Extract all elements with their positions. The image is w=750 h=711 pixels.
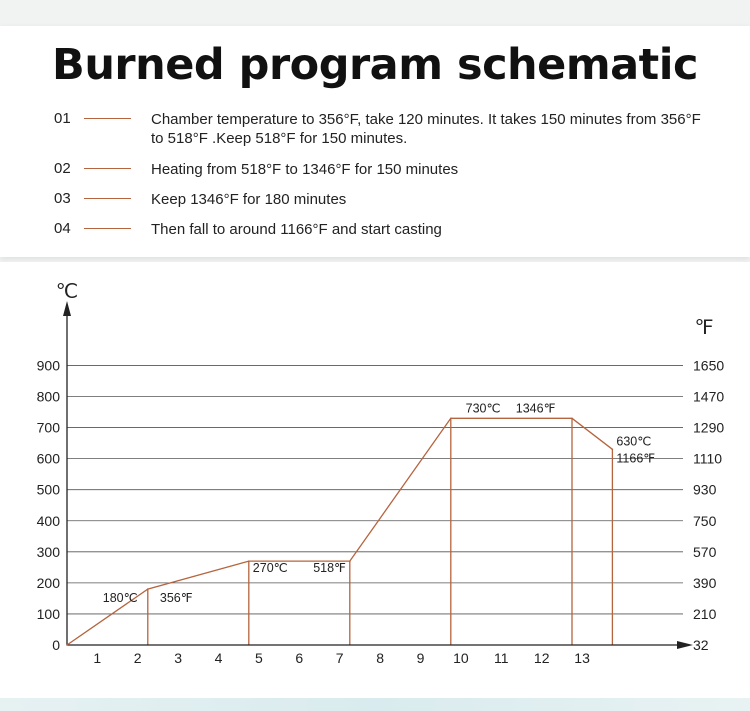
y-axis-arrow [63,301,71,316]
data-label: 730℃ [465,401,501,416]
data-point [612,449,614,451]
data-label: 1346℉ [515,401,556,416]
data-label: 630℃ [616,434,652,449]
legend-number: 03 [54,190,71,207]
y-tick-label-right: 1650 [693,357,725,374]
y-tick-label-left: 400 [36,512,60,529]
x-tick-label: 10 [453,650,469,666]
x-tick-label: 13 [574,650,590,666]
y-tick-label-left: 800 [36,388,60,405]
data-point [571,417,573,419]
data-label: 1166℉ [616,451,656,466]
x-tick-label: 8 [376,650,384,666]
y-tick-label-left: 0 [52,637,60,653]
x-tick-label: 9 [416,650,425,666]
x-tick-label: 11 [494,650,509,666]
data-point [248,560,250,562]
y-tick-label-right: 1290 [693,419,725,436]
legend-text: Keep 1346°F for 180 minutes [151,191,347,208]
x-tick-label: 4 [214,650,223,666]
legend-text: Heating from 518°F to 1346°F for 150 minutes [151,161,459,178]
x-tick-label: 7 [335,650,344,666]
x-tick-label: 6 [295,650,304,666]
legend-number: 02 [54,160,71,177]
y-tick-label-right: 1110 [693,450,723,467]
data-label: 518℉ [313,561,346,576]
y-axis-unit-right: ℉ [694,317,714,339]
y-tick-label-left: 700 [36,419,60,436]
y-tick-label-left: 200 [36,574,60,591]
y-axis-unit-left: ℃ [55,281,79,303]
page-title: Burned program schematic [52,40,698,90]
data-label: 270℃ [252,561,288,576]
y-tick-label-left: 300 [36,543,60,560]
x-axis-arrow [677,641,693,649]
data-point [450,417,452,419]
bottom-decor-strip [0,698,750,711]
x-tick-label: 2 [133,650,142,666]
y-tick-label-right: 1470 [693,388,725,405]
y-tick-label-right: 32 [693,637,709,653]
data-label: 356℉ [159,591,193,606]
y-tick-label-left: 500 [36,481,60,498]
x-tick-label: 3 [174,650,182,666]
y-tick-label-right: 930 [693,481,717,498]
legend-text: Then fall to around 1166°F and start casting [151,221,442,238]
legend-number: 04 [54,220,71,237]
data-point [147,588,149,590]
temperature-line [67,418,612,645]
data-point [349,560,351,562]
y-tick-label-right: 390 [693,574,717,591]
data-label: 180℃ [102,591,138,606]
x-tick-label: 5 [255,650,263,666]
y-tick-label-right: 210 [693,605,717,622]
y-tick-label-left: 900 [36,357,60,374]
y-tick-label-left: 600 [36,450,60,467]
legend-number: 01 [54,110,71,127]
y-tick-label-right: 570 [693,543,717,560]
data-point [66,644,68,646]
x-tick-label: 1 [93,650,102,666]
y-tick-label-left: 100 [36,605,60,622]
legend-text: Chamber temperature to 356°F, take 120 minutes. It takes 150 minutes from 356°F to 518°F .Keep 518°F for 150 minutes. [151,111,701,147]
y-tick-label-right: 750 [693,512,717,529]
x-tick-label: 12 [533,650,550,666]
